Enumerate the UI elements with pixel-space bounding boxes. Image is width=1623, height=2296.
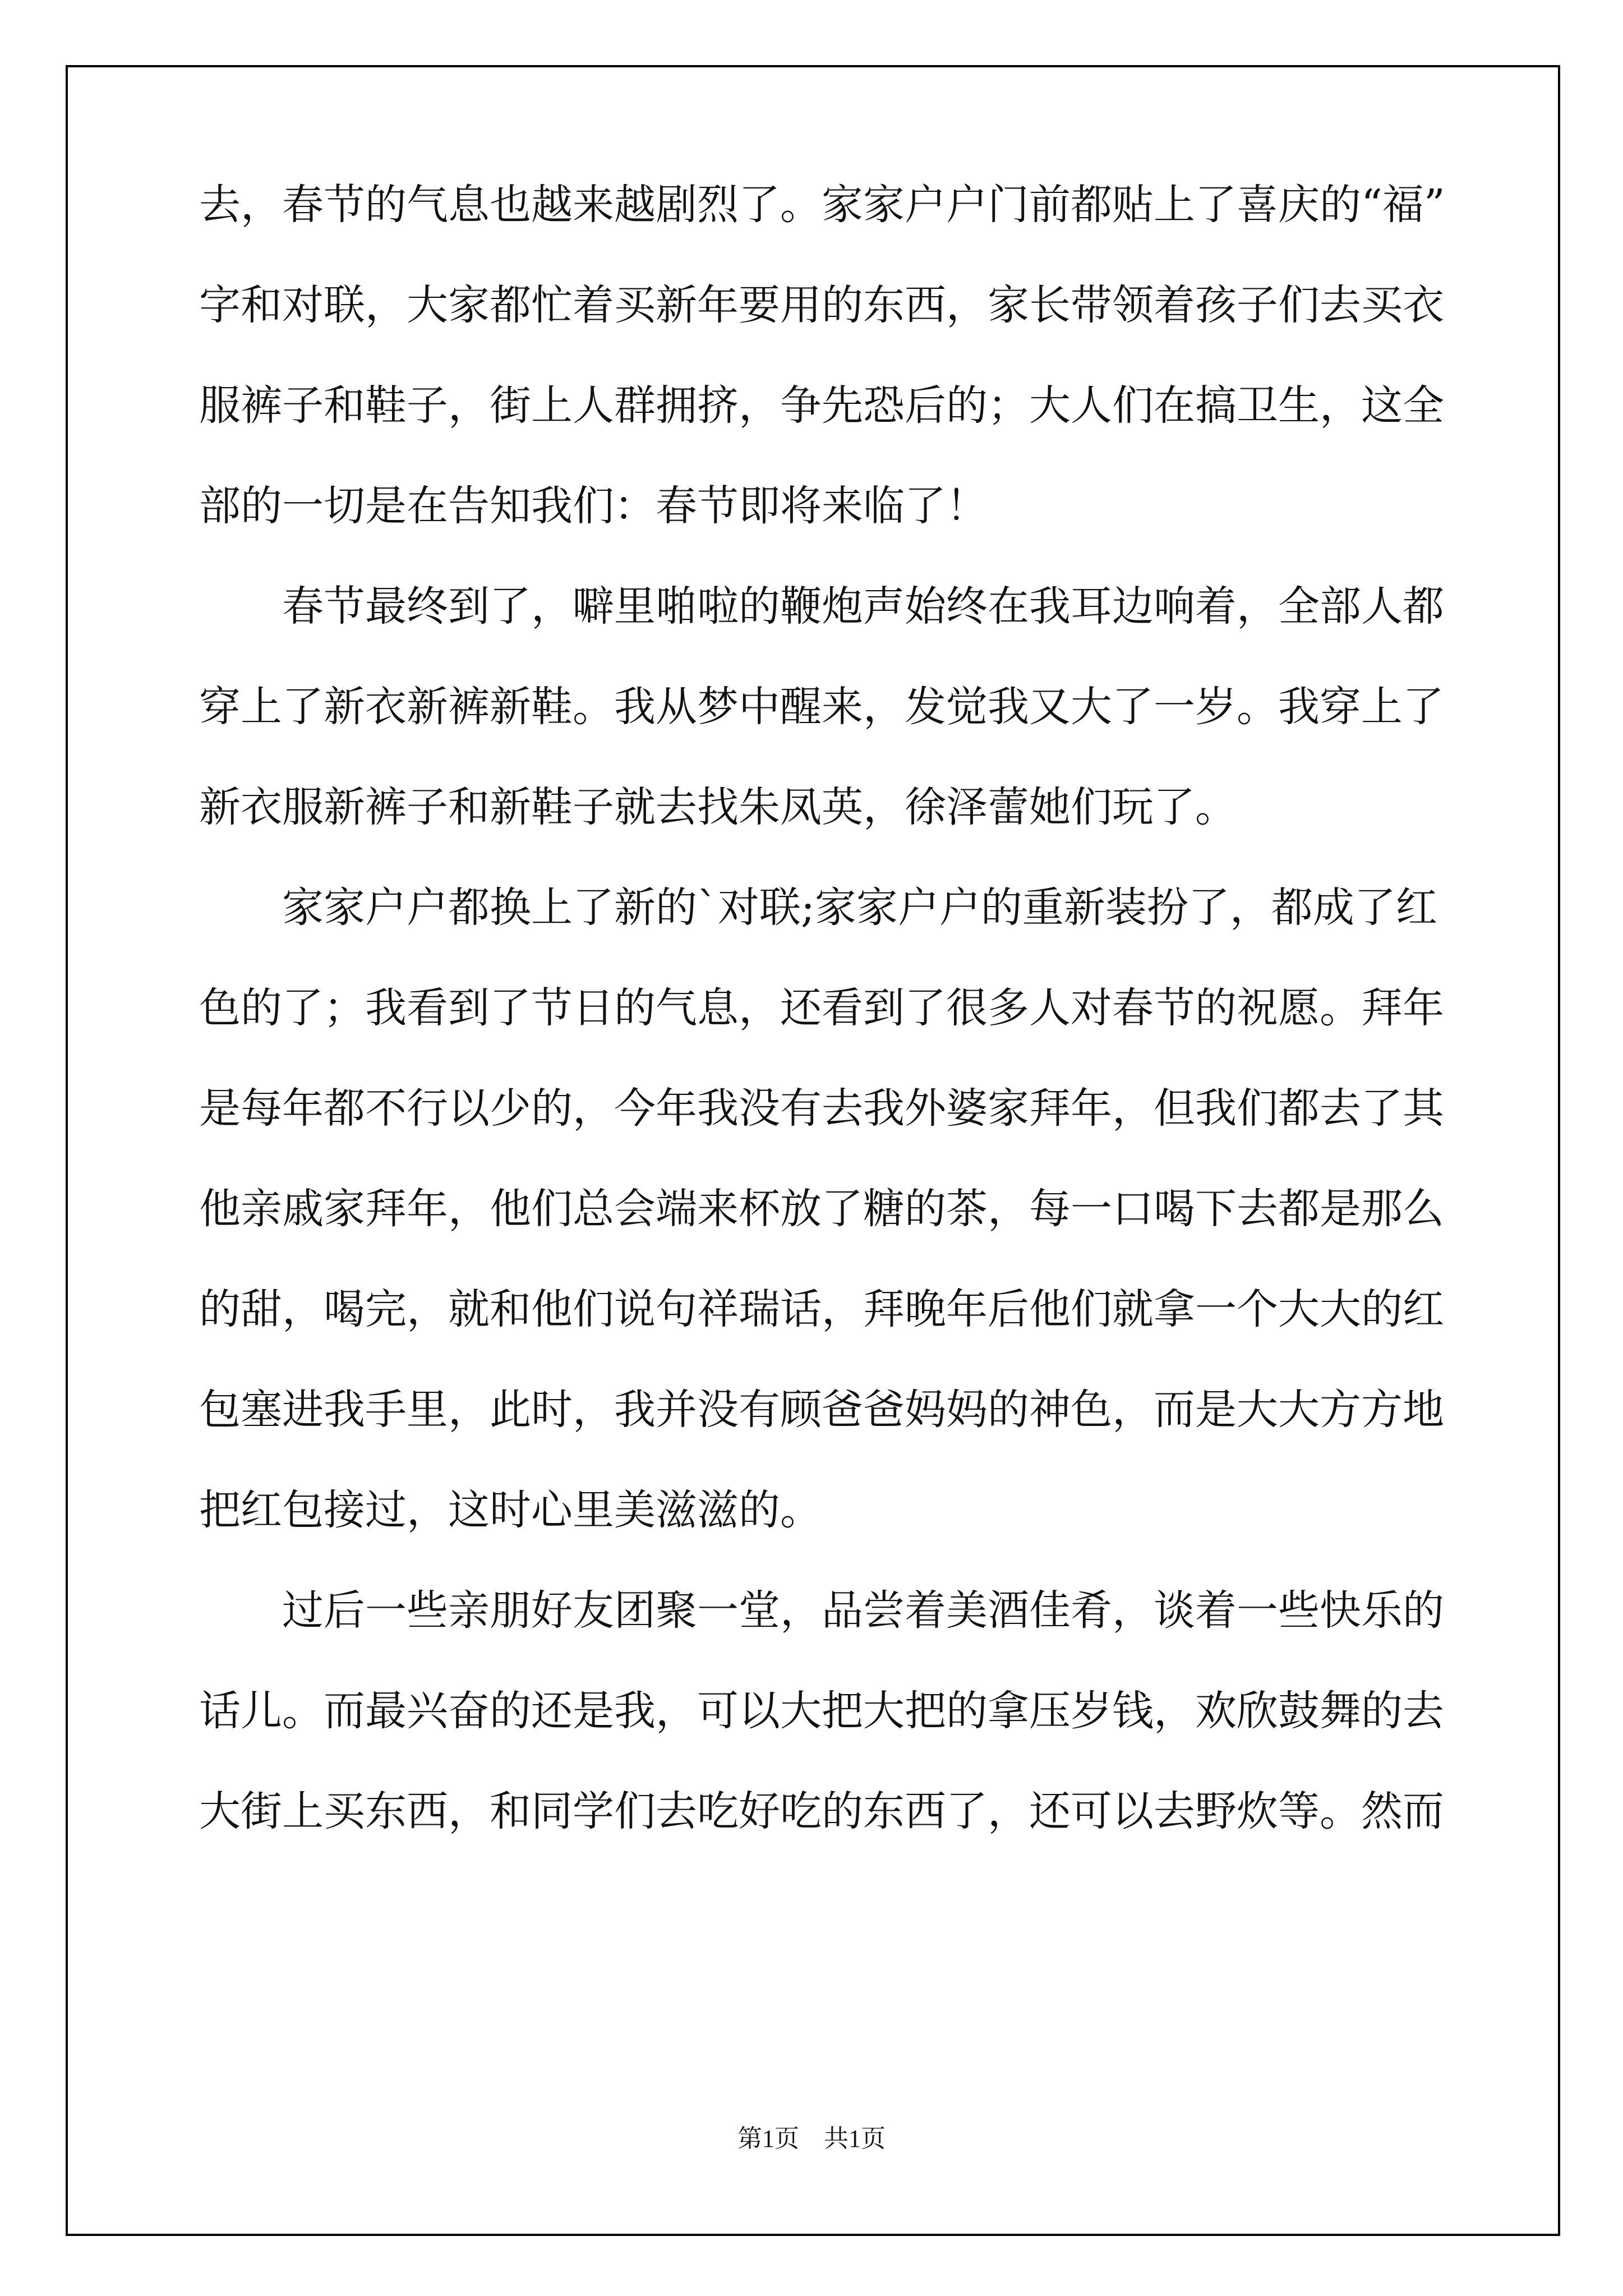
text-line-3: 服裤子和鞋子，街上人群拥挤，争先恐后的；大人们在搞卫生，这全 <box>199 381 1444 430</box>
text-line-13: 包塞进我手里，此时，我并没有顾爸爸妈妈的神色，而是大大方方地 <box>199 1386 1444 1434</box>
text-line-11: 他亲戚家拜年，他们总会端来杯放了糖的茶，每一口喝下去都是那么 <box>199 1185 1444 1233</box>
text-line-10: 是每年都不行以少的，今年我没有去我外婆家拜年，但我们都去了其 <box>199 1084 1444 1133</box>
text-line-9: 色的了；我看到了节日的气息，还看到了很多人对春节的祝愿。拜年 <box>199 984 1444 1032</box>
text-line-2: 字和对联，大家都忙着买新年要用的东西，家长带领着孩子们去买衣 <box>199 281 1444 329</box>
text-line-1: 去，春节的气息也越来越剧烈了。家家户户门前都贴上了喜庆的“福” <box>199 181 1445 229</box>
text-line-7: 新衣服新裤子和新鞋子就去找朱凤英，徐泽蕾她们玩了。 <box>199 783 1237 831</box>
text-line-8: 家家户户都换上了新的`对联;家家户户的重新装扮了，都成了红 <box>199 884 1437 932</box>
text-line-17: 大街上买东西，和同学们去吃好吃的东西了，还可以去野炊等。然而 <box>199 1787 1444 1835</box>
document-body <box>199 178 1444 1885</box>
text-line-14: 把红包接过，这时心里美滋滋的。 <box>199 1486 822 1534</box>
text-line-5: 春节最终到了，噼里啪啦的鞭炮声始终在我耳边响着，全部人都 <box>199 582 1444 631</box>
page-number-footer: 第1页 共1页 <box>737 2125 886 2152</box>
text-line-12: 的甜，喝完，就和他们说句祥瑞话，拜晚年后他们就拿一个大大的红 <box>199 1285 1444 1333</box>
text-line-6: 穿上了新衣新裤新鞋。我从梦中醒来，发觉我又大了一岁。我穿上了 <box>199 683 1444 731</box>
text-line-15: 过后一些亲朋好友团聚一堂，品尝着美酒佳肴，谈着一些快乐的 <box>199 1586 1444 1635</box>
text-line-4: 部的一切是在告知我们：春节即将来临了！ <box>199 482 988 530</box>
text-line-16: 话儿。而最兴奋的还是我，可以大把大把的拿压岁钱，欢欣鼓舞的去 <box>199 1687 1444 1735</box>
